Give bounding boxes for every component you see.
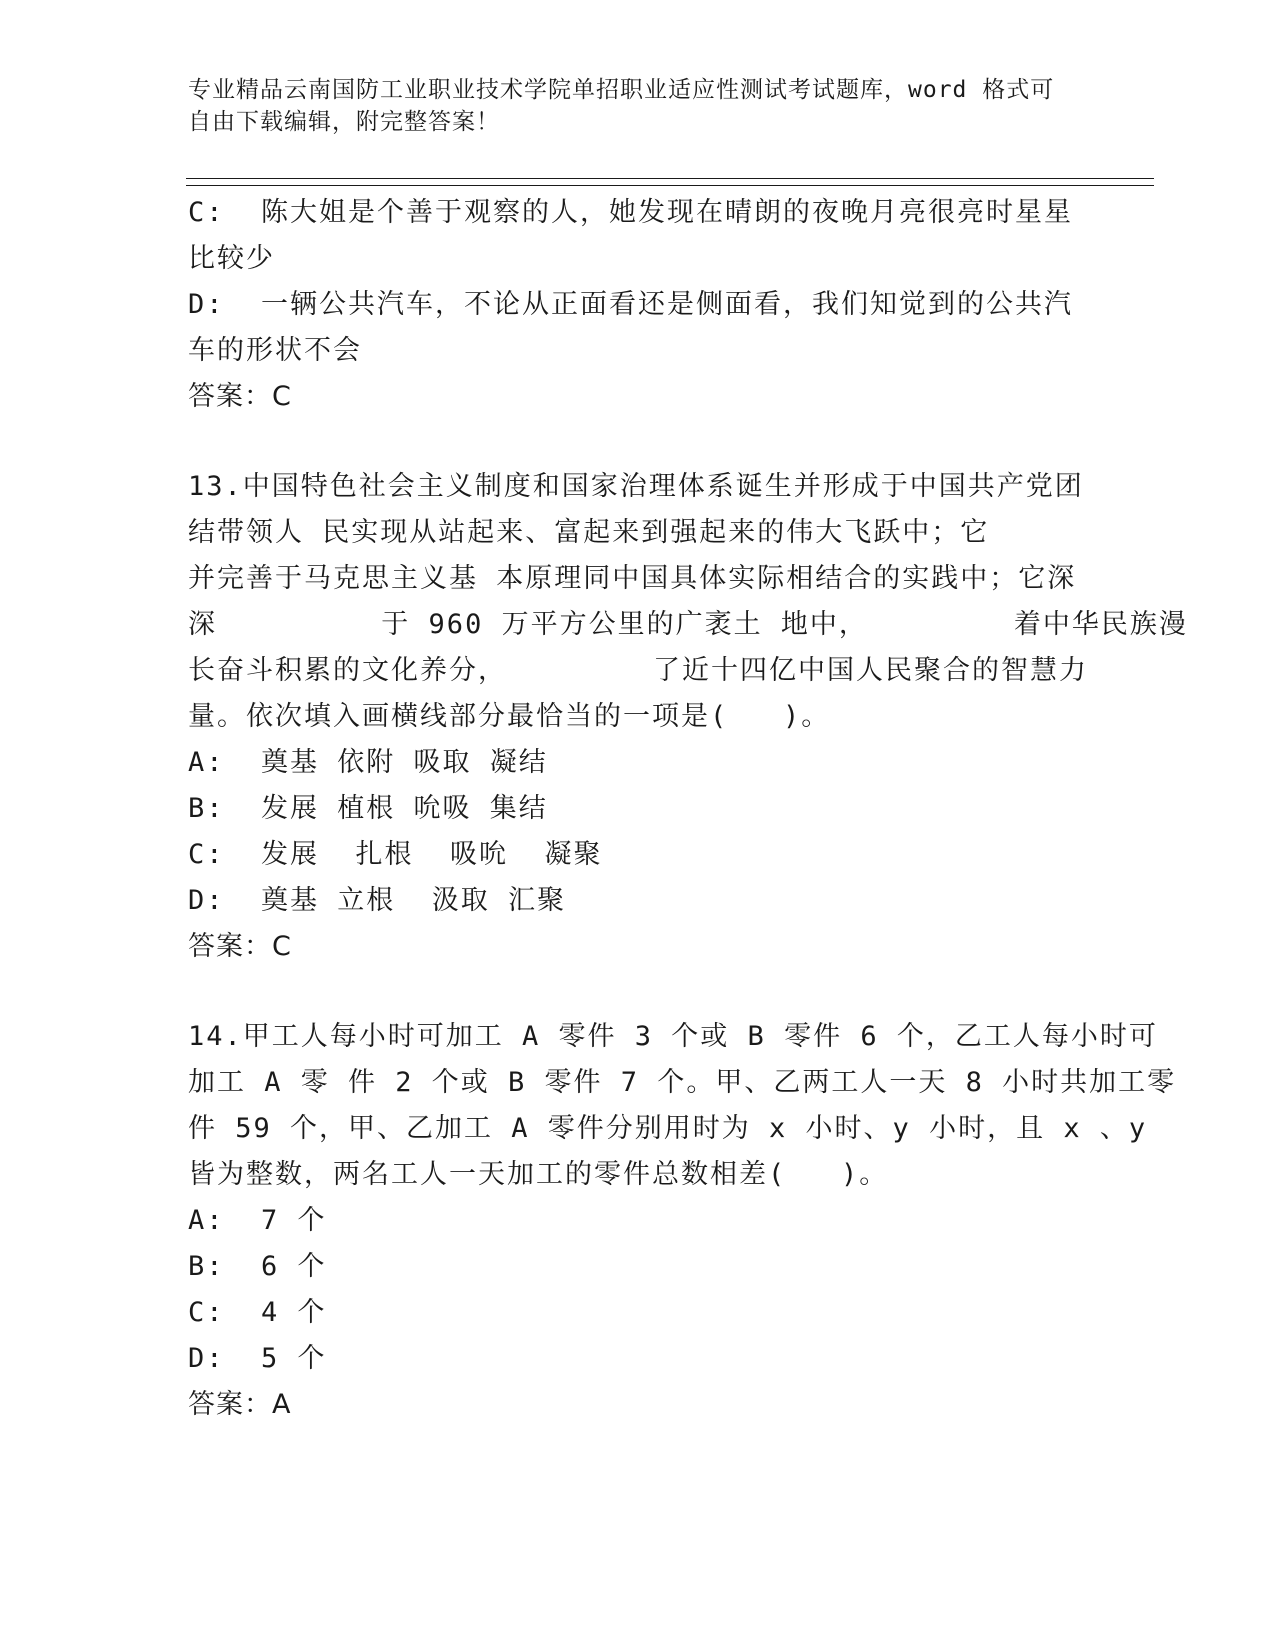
spacer	[188, 420, 1088, 464]
question-stem-line: 并完善于马克思主义基 本原理同中国具体实际相结合的实践中；它深	[188, 563, 1077, 594]
option-d: D: 5 个	[188, 1343, 327, 1374]
spacer	[188, 970, 1088, 1014]
question-13	[188, 464, 1188, 970]
option-c-line-2: 比较少	[188, 243, 275, 274]
option-b: B: 6 个	[188, 1251, 327, 1282]
question-stem-line: 长奋斗积累的文化养分， 了近十四亿中国人民聚合的智慧力	[188, 655, 1089, 686]
option-a: A: 7 个	[188, 1205, 327, 1236]
answer-13: 答案：C	[188, 931, 292, 962]
option-c-line-1: C: 陈大姐是个善于观察的人，她发现在晴朗的夜晚月亮很亮时星星	[188, 197, 1074, 228]
option-b: B: 发展 植根 吮吸 集结	[188, 793, 548, 824]
option-c: C: 发展 扎根 吸吮 凝聚	[188, 839, 603, 870]
question-stem-line: 量。依次填入画横线部分最恰当的一项是( )。	[188, 701, 831, 732]
answer-14: 答案：A	[188, 1389, 292, 1420]
option-d: D: 奠基 立根 汲取 汇聚	[188, 885, 567, 916]
question-stem-line: 14.甲工人每小时可加工 A 零件 3 个或 B 零件 6 个，乙工人每小时可	[188, 1021, 1158, 1052]
question-stem-line: 13.中国特色社会主义制度和国家治理体系诞生并形成于中国共产党团	[188, 471, 1084, 502]
option-d-line-1: D: 一辆公共汽车，不论从正面看还是侧面看，我们知觉到的公共汽	[188, 289, 1074, 320]
page-header	[188, 74, 1068, 138]
question-stem-line: 加工 A 零 件 2 个或 B 零件 7 个。甲、乙两工人一天 8 小时共加工零	[188, 1067, 1177, 1098]
question-stem-line: 结带领人 民实现从站起来、富起来到强起来的伟大飞跃中；它	[188, 517, 990, 548]
document-body	[188, 190, 1188, 1428]
header-double-rule	[186, 178, 1154, 186]
question-stem-line: 皆为整数，两名工人一天加工的零件总数相差( )。	[188, 1159, 889, 1190]
question-stem-line: 件 59 个，甲、乙加工 A 零件分别用时为 x 小时、y 小时，且 x 、y	[188, 1113, 1148, 1144]
question-14	[188, 1014, 1177, 1428]
answer-12: 答案：C	[188, 381, 292, 412]
header-line-2: 自由下载编辑，附完整答案！	[188, 109, 500, 135]
option-a: A: 奠基 依附 吸取 凝结	[188, 747, 548, 778]
header-line-1: 专业精品云南国防工业职业技术学院单招职业适应性测试考试题库，word 格式可	[188, 77, 1055, 103]
question-12-continued	[188, 190, 1088, 420]
option-d-line-2: 车的形状不会	[188, 335, 362, 366]
option-c: C: 4 个	[188, 1297, 327, 1328]
question-stem-line: 深 于 960 万平方公里的广袤土 地中， 着中华民族漫	[188, 609, 1188, 640]
